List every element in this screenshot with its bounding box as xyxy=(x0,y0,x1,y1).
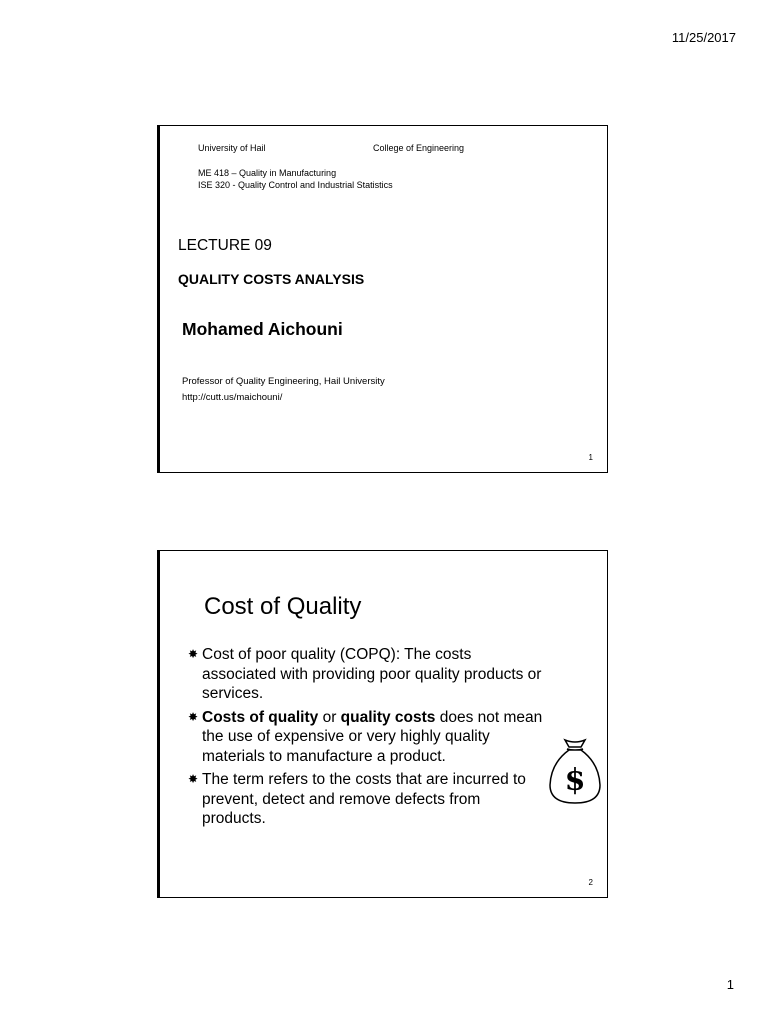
slide-1 xyxy=(157,125,608,473)
course-ise320: ISE 320 - Quality Control and Industrial Statistics xyxy=(198,179,393,190)
college-name: College of Engineering xyxy=(373,143,465,153)
bullet-item xyxy=(188,708,548,767)
bullet-text: Cost of poor quality (COPQ): The costs associated with providing poor quality products or services. xyxy=(202,646,542,702)
lecture-number: LECTURE 09 xyxy=(178,237,272,254)
bold-term: Costs of quality xyxy=(202,708,319,726)
money-bag-icon xyxy=(545,737,605,809)
author-name: Mohamed Aichouni xyxy=(182,319,343,339)
dollar-sign: $ xyxy=(564,763,586,798)
university-name: University of Hail xyxy=(198,143,266,153)
bullet-text: Costs of quality or quality costs does not mean the use of expensive or very highly quality materials to manufacture a product. xyxy=(202,708,543,765)
slide-title: Cost of Quality xyxy=(204,593,362,620)
author-url: http://cutt.us/maichouni/ xyxy=(182,392,283,403)
bullet-list xyxy=(188,645,548,833)
bullet-icon: ✸ xyxy=(188,647,199,661)
bullet-icon: ✸ xyxy=(188,772,199,786)
course-list xyxy=(198,168,393,191)
lecture-topic: QUALITY COSTS ANALYSIS xyxy=(178,271,365,287)
document-date: 11/25/2017 xyxy=(671,30,736,45)
bold-term: quality costs xyxy=(340,708,436,726)
bullet-item xyxy=(188,645,548,704)
slide-number: 2 xyxy=(588,878,593,887)
slide-number: 1 xyxy=(588,453,593,462)
page-number: 1 xyxy=(726,977,734,992)
slide-2 xyxy=(157,550,608,898)
course-me418: ME 418 – Quality in Manufacturing xyxy=(198,168,337,178)
bullet-item xyxy=(188,770,548,829)
bullet-text: The term refers to the costs that are incurred to prevent, detect and remove defects from products. xyxy=(202,771,526,827)
bullet-icon: ✸ xyxy=(188,709,199,724)
author-affiliation: Professor of Quality Engineering, Hail University xyxy=(182,376,385,387)
